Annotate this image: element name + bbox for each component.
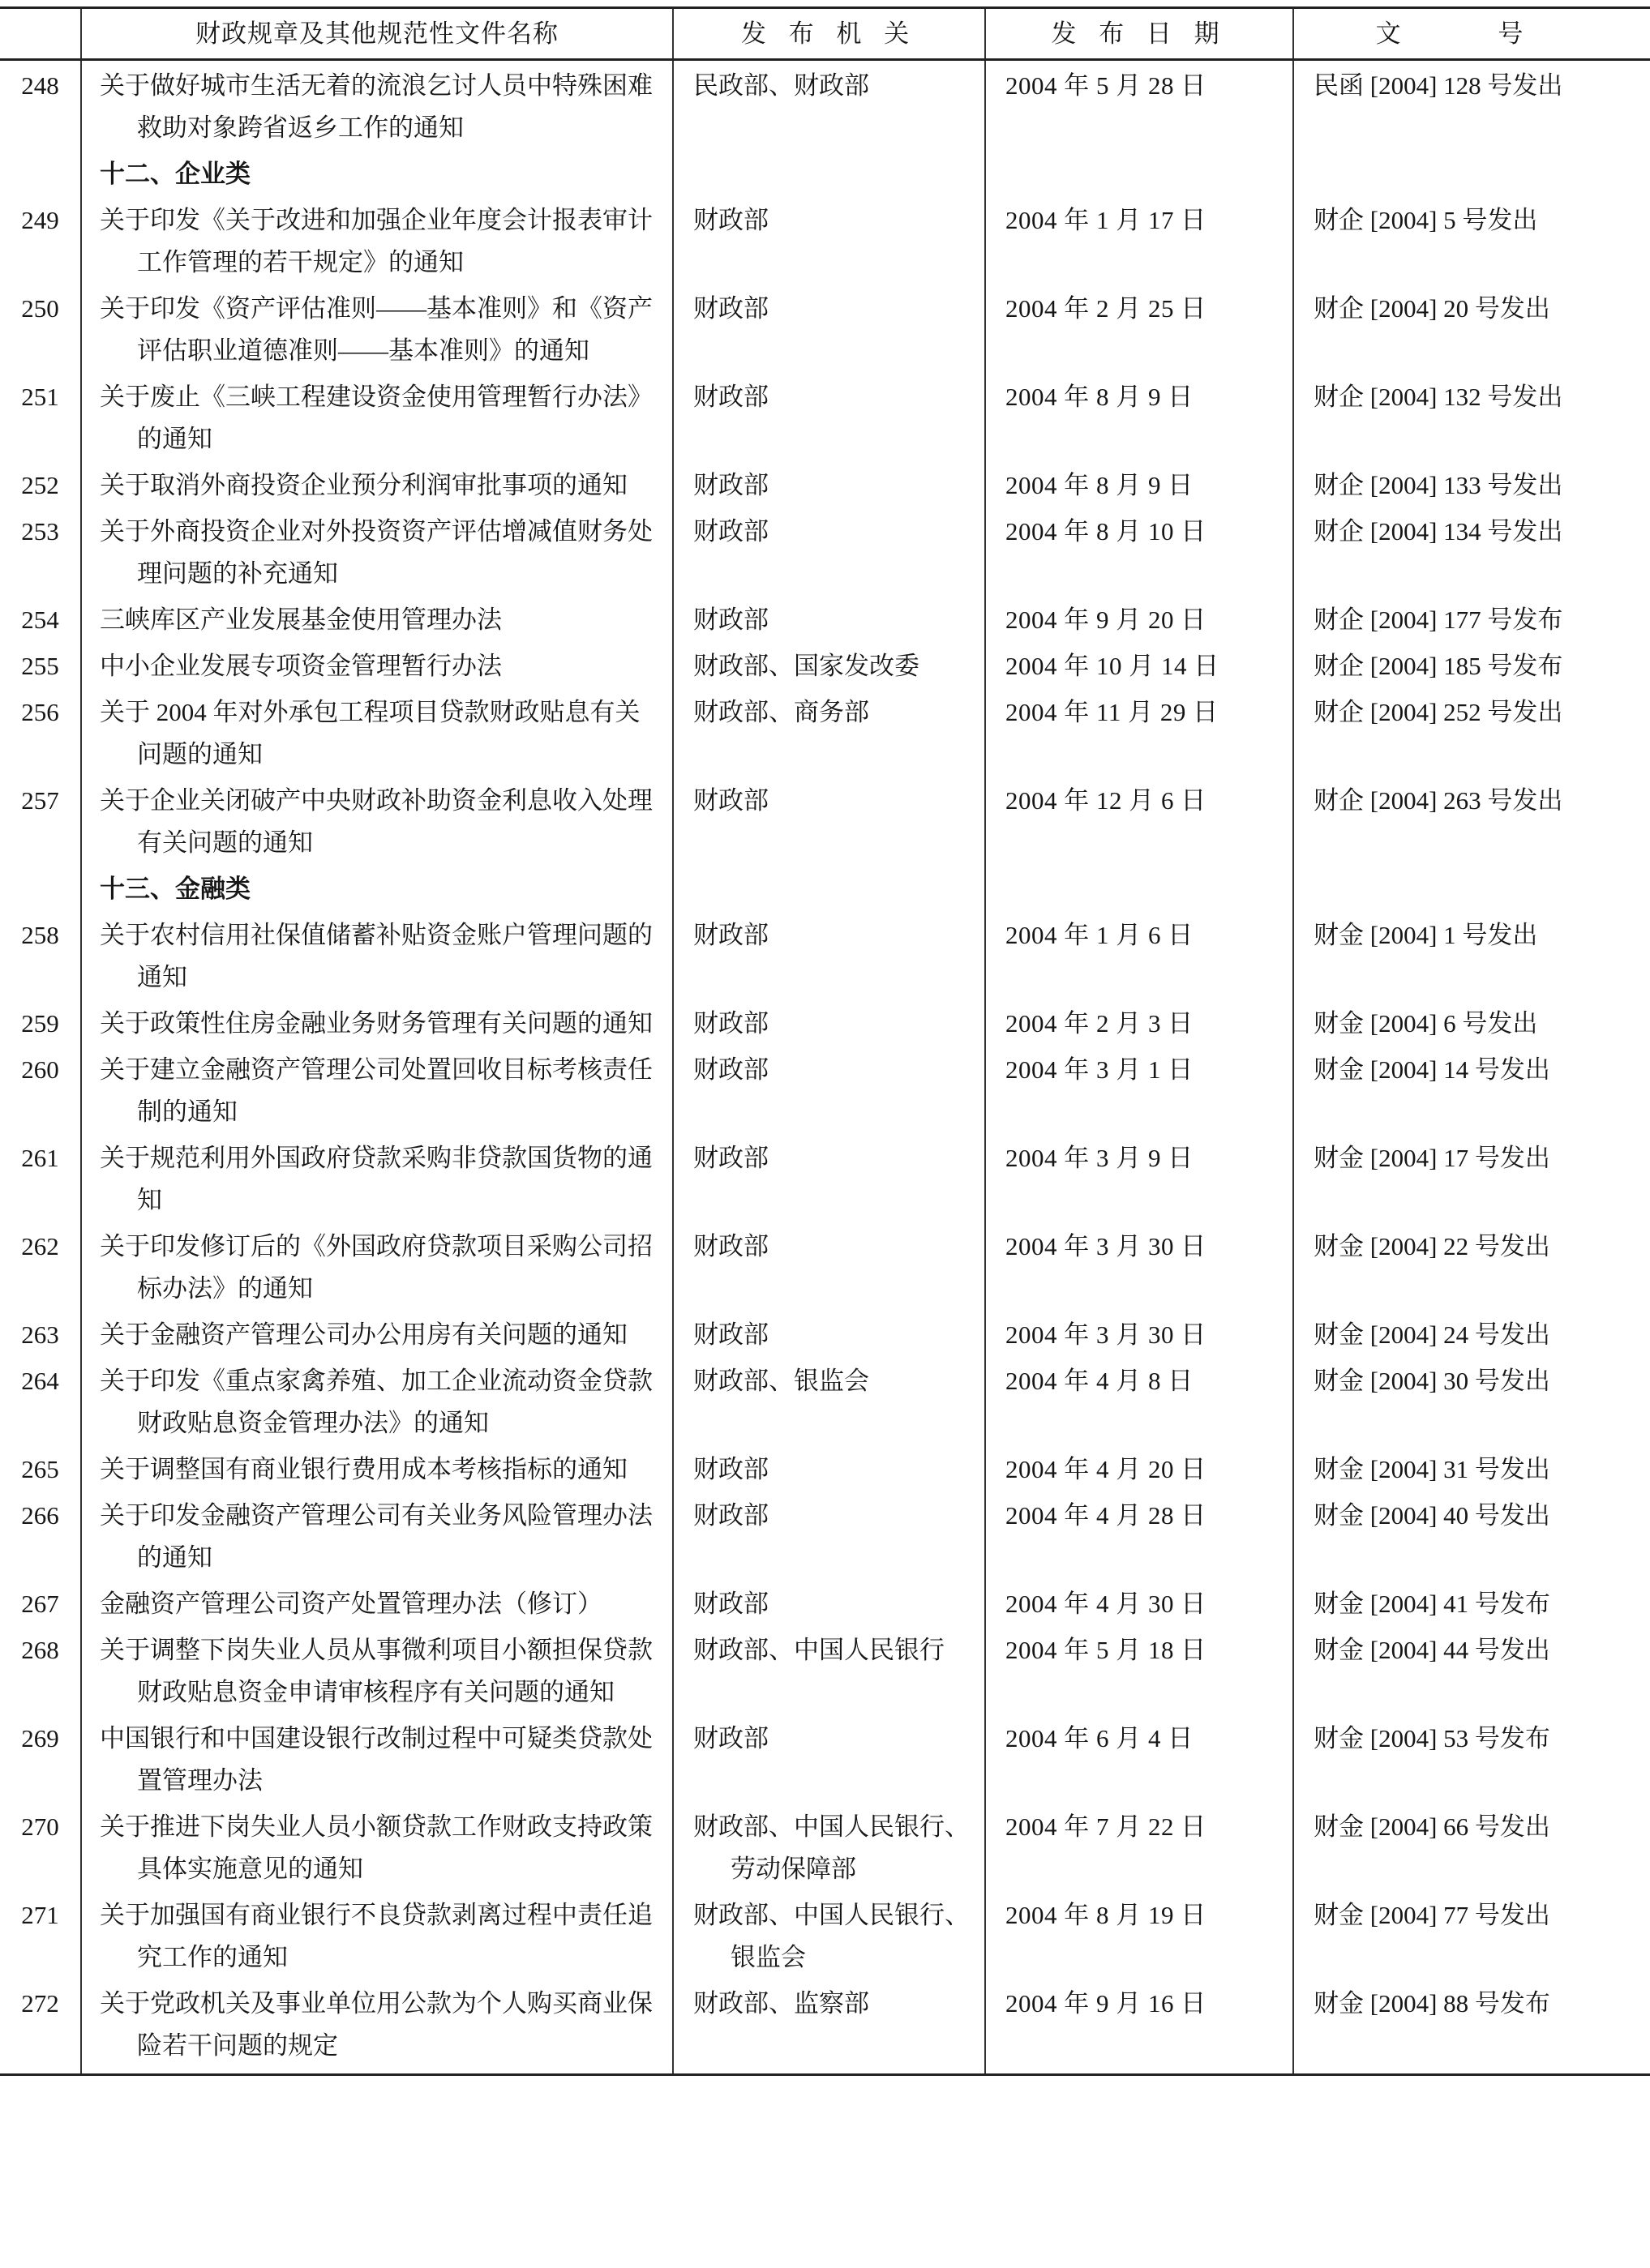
issuer-cell-text: 财政部: [693, 1724, 769, 1752]
table-row: [0, 641, 1650, 687]
number-cell: 财金 [2004] 44 号发出: [1293, 1625, 1650, 1714]
issuer-cell: [673, 284, 985, 372]
index-cell: 272: [0, 1979, 81, 2075]
date-cell: 2004 年 3 月 1 日: [985, 1045, 1293, 1133]
index-cell: 259: [21, 1009, 59, 1038]
issuer-cell-text: 财政部、中国人民银行、银监会: [693, 1901, 970, 1971]
date-cell: 2004 年 8 月 10 日: [985, 507, 1293, 595]
document-name-cell: [81, 1802, 673, 1890]
number-cell: 财金 [2004] 40 号发出: [1293, 1491, 1650, 1579]
header-issuer: 发 布 机 关: [673, 8, 985, 60]
document-name-cell-text: 关于外商投资企业对外投资资产评估增减值财务处理问题的补充通知: [100, 517, 653, 588]
table-row: [0, 1133, 1650, 1222]
date-cell: 2004 年 4 月 28 日: [985, 1491, 1293, 1579]
date-cell: 2004 年 2 月 25 日: [985, 284, 1293, 372]
index-cell: 250: [21, 294, 59, 323]
document-name-cell: [81, 999, 673, 1045]
date-cell: 2004 年 1 月 6 日: [985, 910, 1293, 999]
document-name-cell: [81, 460, 673, 507]
document-name-cell: [81, 1356, 673, 1444]
number-cell: 财企 [2004] 132 号发出: [1293, 372, 1650, 460]
document-name-cell: [81, 372, 673, 460]
issuer-cell-text: 财政部: [693, 517, 769, 546]
index-cell: [0, 864, 81, 910]
document-name-cell-text: 关于 2004 年对外承包工程项目贷款财政贴息有关问题的通知: [100, 698, 641, 768]
table-row: [0, 507, 1650, 595]
document-name-cell: [81, 595, 673, 641]
table-row: [0, 372, 1650, 460]
document-name-cell-text: 关于企业关闭破产中央财政补助资金利息收入处理有关问题的通知: [100, 786, 653, 857]
number-cell: [1293, 864, 1650, 910]
index-cell: 262: [21, 1232, 59, 1260]
index-cell: 255: [21, 652, 59, 680]
table-row: [0, 60, 1650, 150]
index-cell: 265: [21, 1455, 59, 1483]
number-cell: 财金 [2004] 6 号发出: [1293, 999, 1650, 1045]
number-cell: 财金 [2004] 24 号发出: [1293, 1310, 1650, 1356]
index-cell: 263: [21, 1320, 59, 1349]
number-cell: 财金 [2004] 14 号发出: [1293, 1045, 1650, 1133]
header-date: 发 布 日 期: [985, 8, 1293, 60]
issuer-cell: [673, 1045, 985, 1133]
date-cell: 2004 年 4 月 20 日: [985, 1444, 1293, 1491]
document-name-cell-text: 关于建立金融资产管理公司处置回收目标考核责任制的通知: [100, 1055, 653, 1126]
table-row: [0, 1222, 1650, 1310]
number-cell: 财金 [2004] 53 号发布: [1293, 1714, 1650, 1802]
date-cell: 2004 年 5 月 18 日: [985, 1625, 1293, 1714]
date-cell: 2004 年 6 月 4 日: [985, 1714, 1293, 1802]
document-name-cell-text: 中国银行和中国建设银行改制过程中可疑类贷款处置管理办法: [100, 1724, 653, 1795]
issuer-cell: [673, 1714, 985, 1802]
document-name-cell: [81, 195, 673, 284]
table-row: [0, 1802, 1650, 1890]
number-cell: 财企 [2004] 177 号发布: [1293, 595, 1650, 641]
issuer-cell: [673, 149, 985, 195]
issuer-cell-text: 民政部、财政部: [693, 71, 869, 100]
document-name-cell-text: 关于农村信用社保值储蓄补贴资金账户管理问题的通知: [100, 921, 653, 991]
issuer-cell: [673, 60, 985, 150]
date-cell: 2004 年 9 月 20 日: [985, 595, 1293, 641]
number-cell: 财企 [2004] 252 号发出: [1293, 687, 1650, 776]
date-cell: 2004 年 8 月 9 日: [985, 372, 1293, 460]
document-name-cell: [81, 1045, 673, 1133]
date-cell: 2004 年 8 月 19 日: [985, 1890, 1293, 1979]
document-name-cell: [81, 776, 673, 864]
index-cell: 256: [21, 698, 59, 726]
issuer-cell: [673, 507, 985, 595]
index-cell: [0, 149, 81, 195]
issuer-cell: [673, 595, 985, 641]
document-name-cell: [81, 284, 673, 372]
document-name-cell-text: 关于加强国有商业银行不良贷款剥离过程中责任追究工作的通知: [100, 1901, 653, 1971]
date-cell: 2004 年 10 月 14 日: [985, 641, 1293, 687]
table-row: [0, 1979, 1650, 2075]
document-name-cell: [81, 1310, 673, 1356]
table-row: [0, 1625, 1650, 1714]
date-cell: [985, 864, 1293, 910]
issuer-cell: [673, 460, 985, 507]
issuer-cell-text: 财政部: [693, 921, 769, 949]
date-cell: 2004 年 4 月 8 日: [985, 1356, 1293, 1444]
date-cell: 2004 年 5 月 28 日: [985, 60, 1293, 150]
document-name-cell: [81, 1491, 673, 1579]
table-row: [0, 1310, 1650, 1356]
issuer-cell: [673, 864, 985, 910]
header-name: 财政规章及其他规范性文件名称: [81, 8, 673, 60]
number-cell: 财企 [2004] 134 号发出: [1293, 507, 1650, 595]
index-cell: 271: [21, 1901, 59, 1929]
section-heading: 十二、企业类: [81, 149, 673, 195]
number-cell: 财金 [2004] 30 号发出: [1293, 1356, 1650, 1444]
index-cell: 269: [21, 1724, 59, 1752]
issuer-cell: [673, 1802, 985, 1890]
date-cell: [985, 149, 1293, 195]
section-heading-row: [0, 864, 1650, 910]
header-row: [0, 8, 1650, 60]
document-name-cell-text: 关于规范利用外国政府贷款采购非贷款国货物的通知: [100, 1144, 653, 1214]
issuer-cell-text: 财政部: [693, 383, 769, 411]
number-cell: 民函 [2004] 128 号发出: [1293, 60, 1650, 150]
issuer-cell-text: 财政部、商务部: [693, 698, 869, 726]
document-name-cell: [81, 910, 673, 999]
table-row: [0, 195, 1650, 284]
number-cell: 财金 [2004] 22 号发出: [1293, 1222, 1650, 1310]
issuer-cell-text: 财政部: [693, 1055, 769, 1084]
issuer-cell: [673, 1356, 985, 1444]
document-name-cell-text: 关于废止《三峡工程建设资金使用管理暂行办法》的通知: [100, 383, 653, 453]
document-name-cell: [81, 1133, 673, 1222]
issuer-cell-text: 财政部、银监会: [693, 1367, 869, 1395]
issuer-cell-text: 财政部: [693, 294, 769, 323]
document-name-cell-text: 金融资产管理公司资产处置管理办法（修订）: [100, 1590, 602, 1618]
index-cell: 251: [21, 383, 59, 411]
issuer-cell-text: 财政部: [693, 471, 769, 499]
issuer-cell-text: 财政部: [693, 1232, 769, 1260]
index-cell: 261: [21, 1144, 59, 1172]
number-cell: 财金 [2004] 41 号发布: [1293, 1579, 1650, 1625]
index-cell: 249: [21, 206, 59, 234]
table-row: [0, 1890, 1650, 1979]
issuer-cell-text: 财政部、监察部: [693, 1989, 869, 2018]
document-name-cell: [81, 1444, 673, 1491]
table-body: [0, 60, 1650, 2075]
document-name-cell: [81, 60, 673, 150]
number-cell: 财金 [2004] 77 号发出: [1293, 1890, 1650, 1979]
document-name-cell: [81, 641, 673, 687]
document-name-cell-text: 关于调整国有商业银行费用成本考核指标的通知: [100, 1455, 628, 1483]
table-row: [0, 910, 1650, 999]
issuer-cell: [673, 1890, 985, 1979]
table-row: [0, 1356, 1650, 1444]
number-cell: 财金 [2004] 66 号发出: [1293, 1802, 1650, 1890]
number-cell: 财金 [2004] 31 号发出: [1293, 1444, 1650, 1491]
index-cell: 252: [21, 471, 59, 499]
date-cell: 2004 年 7 月 22 日: [985, 1802, 1293, 1890]
issuer-cell: [673, 1444, 985, 1491]
issuer-cell-text: 财政部: [693, 786, 769, 815]
document-name-cell: [81, 1222, 673, 1310]
issuer-cell-text: 财政部、中国人民银行: [693, 1636, 945, 1664]
table-row: [0, 1714, 1650, 1802]
document-name-cell-text: 关于做好城市生活无着的流浪乞讨人员中特殊困难救助对象跨省返乡工作的通知: [100, 71, 653, 142]
issuer-cell: [673, 910, 985, 999]
document-name-cell-text: 关于印发《资产评估准则——基本准则》和《资产评估职业道德准则——基本准则》的通知: [100, 294, 653, 365]
table-row: [0, 284, 1650, 372]
section-heading: 十三、金融类: [81, 864, 673, 910]
document-name-cell-text: 关于政策性住房金融业务财务管理有关问题的通知: [100, 1009, 653, 1038]
date-cell: 2004 年 1 月 17 日: [985, 195, 1293, 284]
number-cell: [1293, 149, 1650, 195]
issuer-cell: [673, 1579, 985, 1625]
date-cell: 2004 年 12 月 6 日: [985, 776, 1293, 864]
issuer-cell: [673, 372, 985, 460]
document-name-cell-text: 关于取消外商投资企业预分利润审批事项的通知: [100, 471, 628, 499]
date-cell: 2004 年 2 月 3 日: [985, 999, 1293, 1045]
issuer-cell-text: 财政部: [693, 606, 769, 634]
number-cell: 财金 [2004] 17 号发出: [1293, 1133, 1650, 1222]
index-cell: 258: [21, 921, 59, 949]
issuer-cell-text: 财政部、国家发改委: [693, 652, 919, 680]
date-cell: 2004 年 4 月 30 日: [985, 1579, 1293, 1625]
issuer-cell: [673, 687, 985, 776]
table-row: [0, 999, 1650, 1045]
issuer-cell: [673, 999, 985, 1045]
date-cell: 2004 年 3 月 30 日: [985, 1222, 1293, 1310]
index-cell: 248: [21, 71, 59, 100]
index-cell: 260: [21, 1055, 59, 1084]
issuer-cell: [673, 1222, 985, 1310]
date-cell: 2004 年 3 月 9 日: [985, 1133, 1293, 1222]
index-cell: 270: [21, 1812, 59, 1841]
regulations-table: [0, 6, 1650, 2076]
index-cell: 264: [21, 1367, 59, 1395]
document-name-cell: [81, 687, 673, 776]
table-row: [0, 1579, 1650, 1625]
number-cell: 财企 [2004] 133 号发出: [1293, 460, 1650, 507]
number-cell: 财企 [2004] 5 号发出: [1293, 195, 1650, 284]
document-name-cell: [81, 1579, 673, 1625]
issuer-cell-text: 财政部: [693, 1320, 769, 1349]
table-header: [0, 8, 1650, 60]
document-name-cell: [81, 507, 673, 595]
table-row: [0, 1444, 1650, 1491]
date-cell: 2004 年 11 月 29 日: [985, 687, 1293, 776]
document-name-cell: [81, 1714, 673, 1802]
table-row: [0, 1045, 1650, 1133]
number-cell: 财金 [2004] 1 号发出: [1293, 910, 1650, 999]
number-cell: 财企 [2004] 185 号发布: [1293, 641, 1650, 687]
document-name-cell-text: 关于印发修订后的《外国政府贷款项目采购公司招标办法》的通知: [100, 1232, 653, 1303]
issuer-cell-text: 财政部: [693, 1590, 769, 1618]
number-cell: 财金 [2004] 88 号发布: [1293, 1979, 1650, 2075]
date-cell: 2004 年 3 月 30 日: [985, 1310, 1293, 1356]
issuer-cell-text: 财政部: [693, 1009, 769, 1038]
index-cell: 257: [21, 786, 59, 815]
document-name-cell-text: 关于印发金融资产管理公司有关业务风险管理办法的通知: [100, 1501, 653, 1572]
issuer-cell: [673, 1491, 985, 1579]
issuer-cell: [673, 1133, 985, 1222]
issuer-cell-text: 财政部: [693, 206, 769, 234]
table-row: [0, 595, 1650, 641]
header-index: [0, 8, 81, 60]
document-name-cell-text: 关于推进下岗失业人员小额贷款工作财政支持政策具体实施意见的通知: [100, 1812, 653, 1883]
issuer-cell-text: 财政部: [693, 1501, 769, 1530]
index-cell: 268: [21, 1636, 59, 1664]
table-row: [0, 460, 1650, 507]
document-name-cell-text: 中小企业发展专项资金管理暂行办法: [100, 652, 502, 680]
issuer-cell: [673, 776, 985, 864]
document-name-cell: [81, 1979, 673, 2075]
index-cell: 267: [21, 1590, 59, 1618]
document-name-cell: [81, 1625, 673, 1714]
number-cell: 财企 [2004] 20 号发出: [1293, 284, 1650, 372]
number-cell: 财企 [2004] 263 号发出: [1293, 776, 1650, 864]
issuer-cell-text: 财政部: [693, 1144, 769, 1172]
document-name-cell-text: 关于党政机关及事业单位用公款为个人购买商业保险若干问题的规定: [100, 1989, 653, 2060]
index-cell: 266: [21, 1501, 59, 1530]
issuer-cell: [673, 1310, 985, 1356]
document-name-cell-text: 三峡库区产业发展基金使用管理办法: [100, 606, 502, 634]
date-cell: 2004 年 8 月 9 日: [985, 460, 1293, 507]
issuer-cell: [673, 641, 985, 687]
issuer-cell: [673, 1625, 985, 1714]
issuer-cell-text: 财政部、中国人民银行、劳动保障部: [693, 1812, 970, 1883]
document-name-cell-text: 关于金融资产管理公司办公用房有关问题的通知: [100, 1320, 628, 1349]
section-heading-row: [0, 149, 1650, 195]
issuer-cell: [673, 195, 985, 284]
document-name-cell-text: 关于印发《关于改进和加强企业年度会计报表审计工作管理的若干规定》的通知: [100, 206, 653, 276]
issuer-cell-text: 财政部: [693, 1455, 769, 1483]
table-row: [0, 1491, 1650, 1579]
index-cell: 253: [21, 517, 59, 546]
header-number: 文 号: [1293, 8, 1650, 60]
document-name-cell-text: 关于调整下岗失业人员从事微利项目小额担保贷款财政贴息资金申请审核程序有关问题的通知: [100, 1636, 653, 1706]
table-row: [0, 776, 1650, 864]
index-cell: 254: [21, 606, 59, 634]
table-row: [0, 687, 1650, 776]
document-name-cell-text: 关于印发《重点家禽养殖、加工企业流动资金贷款财政贴息资金管理办法》的通知: [100, 1367, 653, 1437]
issuer-cell: [673, 1979, 985, 2075]
document-name-cell: [81, 1890, 673, 1979]
date-cell: 2004 年 9 月 16 日: [985, 1979, 1293, 2075]
